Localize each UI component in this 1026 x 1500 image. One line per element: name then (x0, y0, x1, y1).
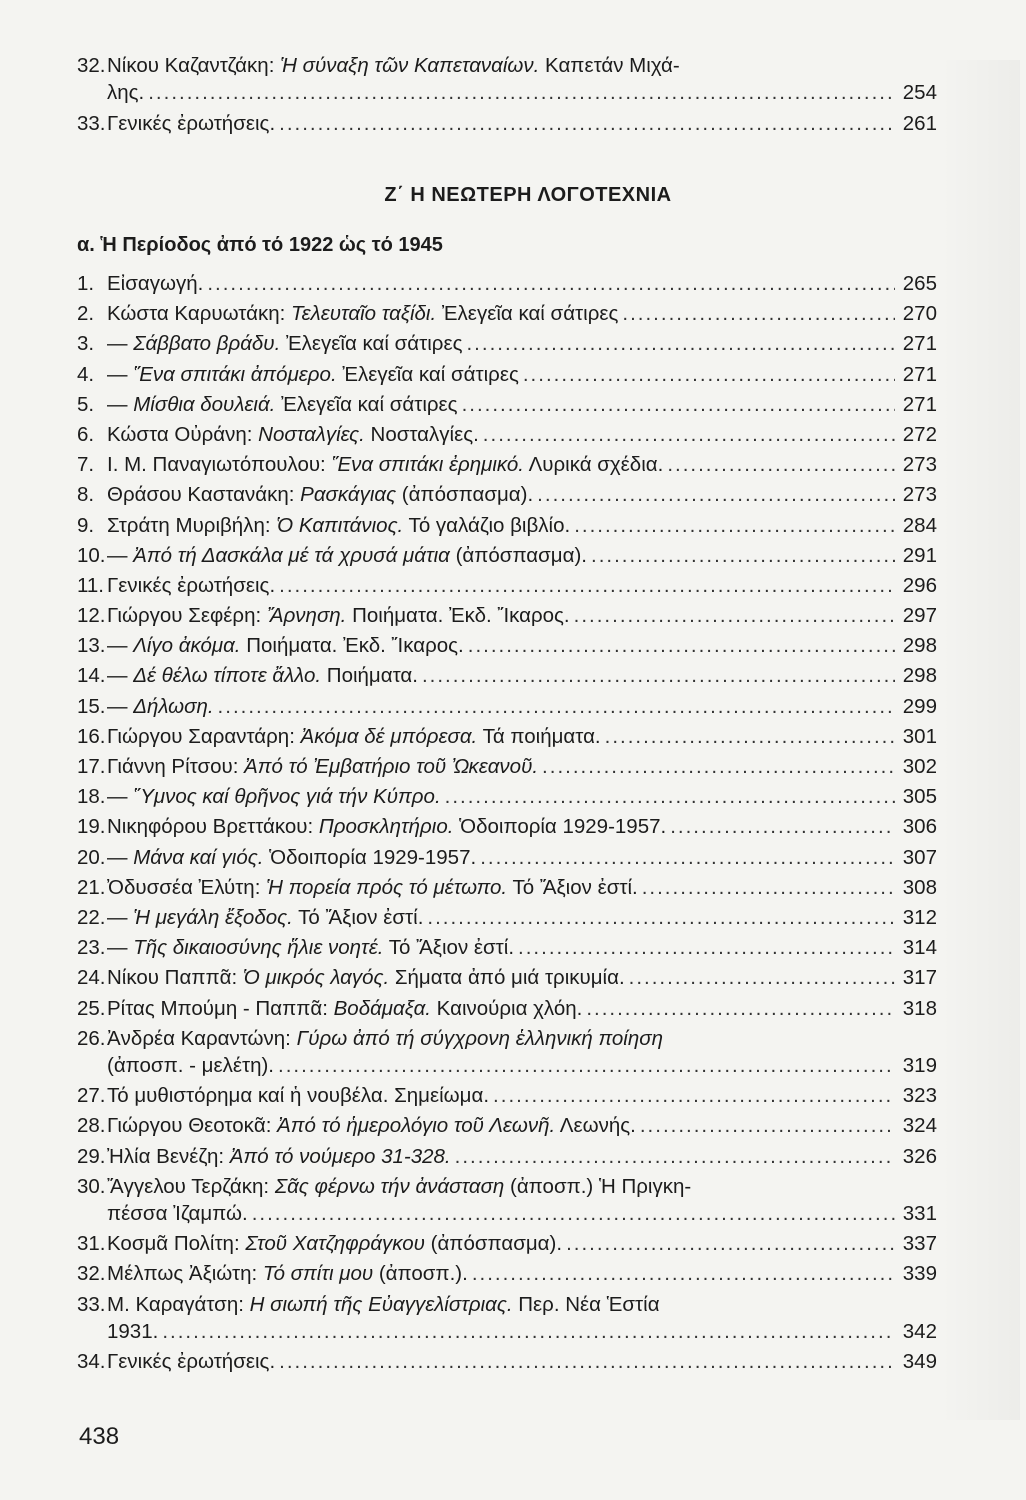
dot-leader (422, 662, 895, 689)
entry-page: 291 (902, 543, 937, 567)
entry-number: 31. (77, 1232, 106, 1256)
entry-source: Τό γαλάζιο βιβλίο. (403, 513, 571, 537)
toc-entry (77, 1082, 937, 1112)
toc-entry (77, 904, 937, 934)
entry-source: Ἐλεγεῖα καί σάτιρες (436, 302, 619, 326)
entry-title: Δήλωση. (133, 694, 214, 718)
page-edge-shadow (940, 60, 1020, 1420)
entry-author: Ἠλία Βενέζη: (107, 1144, 230, 1168)
entry-page: 324 (902, 1114, 937, 1138)
dot-leader (148, 79, 895, 106)
entry-title: Ἀπό τή Δασκάλα μέ τά χρυσά μάτια (133, 543, 450, 567)
entry-author: Νίκου Παππᾶ: (107, 966, 243, 990)
entry-page: 296 (902, 573, 937, 597)
entry-number: 10. (77, 543, 106, 567)
entry-number: 9. (77, 513, 95, 537)
page-number: 438 (79, 1423, 120, 1450)
entry-source: Σήματα ἀπό μιά τρικυμία. (389, 966, 625, 990)
toc-entry (77, 481, 937, 511)
dot-leader (218, 693, 895, 720)
entry-title: Ἀπό τό Ἐμβατήριο τοῦ Ὠκεανοῦ. (244, 755, 539, 778)
entry-author: Στράτη Μυριβήλη: (107, 513, 277, 537)
entry-page: 272 (902, 422, 937, 446)
entry-page: 270 (902, 302, 937, 326)
toc-entry (77, 270, 937, 300)
entry-page: 254 (902, 81, 937, 104)
entry-number: 24. (77, 966, 106, 990)
entry-page: 326 (902, 1144, 937, 1168)
entry-page: 271 (902, 362, 937, 386)
entry-page: 273 (902, 483, 937, 507)
toc-entry (77, 783, 937, 813)
entry-page: 312 (902, 905, 937, 929)
toc-entry (77, 632, 937, 662)
entry-number: 13. (77, 634, 106, 658)
entry-author: Νίκου Καζαντζάκη: (107, 54, 281, 77)
entry-page: 342 (902, 1319, 937, 1343)
entry-author: Κώστα Καρυωτάκη: (107, 302, 291, 326)
entry-page: 307 (902, 845, 937, 869)
dot-leader (622, 300, 895, 327)
dot-leader (279, 110, 895, 137)
entry-number: 3. (77, 332, 95, 356)
entry-number: 28. (77, 1114, 106, 1138)
entry-title: Ἡ σύναξη τῶν Καπεταναίων. (280, 54, 540, 77)
entry-page: 317 (902, 966, 937, 990)
entry-page: 308 (902, 875, 937, 899)
dot-leader (207, 270, 895, 297)
entry-continuation: 1931. (107, 1319, 159, 1343)
toc-entry (77, 52, 937, 110)
entry-title: Δέ θέλω τίποτε ἄλλο. (133, 664, 322, 688)
toc-entry (77, 1112, 937, 1142)
dot-leader (542, 753, 895, 780)
toc-entry (77, 300, 937, 330)
entry-author: — (107, 634, 134, 658)
entry-author: — (107, 694, 134, 718)
entry-author: Ι. Μ. Παναγιωτόπουλου: (107, 453, 332, 477)
entry-page: 339 (902, 1262, 937, 1286)
dot-leader (629, 964, 895, 991)
entry-number: 16. (77, 724, 106, 748)
entry-author: Μέλπως Ἀξιώτη: (107, 1262, 263, 1286)
dot-leader (523, 361, 895, 388)
entry-number: 19. (77, 815, 106, 839)
dot-leader (445, 783, 895, 810)
entry-title: Ὕμνος καί θρῆνος γιά τήν Κύπρο. (133, 785, 441, 809)
dot-leader (252, 1200, 895, 1227)
entry-author: Ἀνδρέα Καραντώνη: (107, 1026, 297, 1050)
entry-page: 297 (902, 604, 937, 628)
entry-number: 34. (77, 1350, 106, 1374)
entry-page: 284 (902, 513, 937, 537)
toc-entry (77, 1291, 937, 1349)
entry-author: — (107, 845, 134, 869)
entry-author: — (107, 664, 134, 688)
entry-number: 15. (77, 694, 106, 718)
entry-source: Ἐλεγεῖα καί σάτιρες (275, 392, 458, 416)
entry-title: Ἀπό τό νούμερο 31-328. (229, 1144, 451, 1168)
entry-source: (ἀποσπ.) Ἡ Πριγκη- (504, 1174, 692, 1198)
entry-page: 305 (902, 785, 937, 809)
entry-page: 271 (902, 392, 937, 416)
dot-leader (605, 723, 895, 750)
dot-leader (493, 1082, 895, 1109)
entry-page: 318 (902, 996, 937, 1020)
entry-title: Προσκλητήριο. (318, 815, 454, 839)
entry-author: — (107, 785, 134, 809)
entry-author: Νικηφόρου Βρεττάκου: (107, 815, 319, 839)
dot-leader (455, 1143, 895, 1170)
dot-leader (642, 874, 895, 901)
toc-entry (77, 1230, 937, 1260)
entry-title: Βοδάμαξα. (333, 996, 431, 1020)
entry-title: Η σιωπή τῆς Εὐαγγελίστριας. (249, 1292, 513, 1316)
entry-continuation: λης. (107, 81, 145, 104)
entry-title: Τῆς δικαιοσύνης ἥλιε νοητέ. (133, 936, 384, 960)
entry-number: 33. (77, 1292, 106, 1316)
entry-title: Ἡ πορεία πρός τό μέτωπο. (266, 875, 508, 899)
dot-leader (640, 1112, 895, 1139)
entry-source: Περ. Νέα Ἑστία (512, 1292, 660, 1316)
entry-number: 4. (77, 362, 95, 386)
entry-page: 323 (902, 1084, 937, 1108)
entry-page: 337 (902, 1232, 937, 1256)
dot-leader (279, 572, 895, 599)
entry-number: 30. (77, 1174, 106, 1198)
toc-entry (77, 995, 937, 1025)
dot-leader (466, 330, 895, 357)
entry-author: Γιώργου Σεφέρη: (107, 604, 267, 628)
toc-entry (77, 1173, 937, 1231)
entry-source: Ἐλεγεῖα καί σάτιρες (336, 362, 519, 386)
entry-author: Γενικές ἐρωτήσεις. (107, 573, 276, 597)
dot-leader (483, 421, 895, 448)
dot-leader (278, 1052, 895, 1079)
entry-page: 314 (902, 936, 937, 960)
entry-page: 349 (902, 1350, 937, 1374)
toc-entry (77, 361, 937, 391)
dot-leader (518, 934, 895, 961)
entry-author: — (107, 332, 134, 356)
entry-author: Γιώργου Θεοτοκᾶ: (107, 1114, 278, 1138)
entry-title: Μίσθια δουλειά. (133, 392, 276, 416)
toc-entry (77, 693, 937, 723)
entry-number: 22. (77, 905, 106, 929)
entry-page: 265 (902, 272, 937, 295)
toc-entry (77, 451, 937, 481)
toc-entry (77, 813, 937, 843)
entry-title: Ρασκάγιας (300, 483, 397, 507)
toc-entry (77, 542, 937, 572)
entry-number: 7. (77, 453, 95, 477)
toc-entry (77, 723, 937, 753)
entry-number: 8. (77, 483, 95, 507)
toc-entry (77, 1260, 937, 1290)
entry-author: Μ. Καραγάτση: (107, 1292, 250, 1316)
toc-entry (77, 844, 937, 874)
entry-title: Ἄρνηση. (266, 604, 347, 628)
entry-title: Μάνα καί γιός. (133, 845, 264, 869)
entry-source: Νοσταλγίες. (364, 422, 479, 446)
entry-title: Λίγο ἀκόμα. (133, 634, 241, 658)
entry-page: 271 (902, 332, 937, 356)
entry-author: — (107, 392, 134, 416)
entry-number: 11. (77, 573, 104, 597)
entry-title: Νοσταλγίες. (258, 422, 365, 446)
entry-page: 298 (902, 634, 937, 658)
entry-source: (ἀπόσπασμα). (396, 483, 534, 507)
toc-entry (77, 512, 937, 542)
toc-entry (77, 1025, 937, 1083)
entry-title: Ὁ μικρός λαγός. (242, 966, 390, 990)
entry-title: Ἕνα σπιτάκι ἀπόμερο. (133, 362, 337, 386)
dot-leader (468, 632, 895, 659)
entry-number: 26. (77, 1026, 106, 1050)
toc-entry (77, 391, 937, 421)
entry-author: — (107, 905, 134, 929)
entry-number: 5. (77, 392, 95, 416)
entry-source: Ποιήματα. Ἐκδ. Ἴκαρος. (240, 634, 464, 658)
entry-source: Λεωνής. (555, 1114, 636, 1138)
entry-number: 29. (77, 1144, 106, 1168)
entry-author: Γενικές ἐρωτήσεις. (107, 1350, 276, 1374)
entry-number: 14. (77, 664, 106, 688)
dot-leader (670, 813, 895, 840)
entry-source: Τό Ἄξιον ἐστί. (383, 936, 515, 960)
entry-author: Εἰσαγωγή. (107, 272, 204, 295)
entry-author: Ρίτας Μπούμη - Παππᾶ: (107, 996, 334, 1020)
entry-number: 18. (77, 785, 106, 809)
entry-source: Καπετάν Μιχά- (539, 54, 680, 77)
entry-source: Καινούρια χλόη. (430, 996, 583, 1020)
entry-number: 25. (77, 996, 106, 1020)
dot-leader (574, 512, 895, 539)
entry-source: (ἀπόσπασμα). (424, 1232, 563, 1256)
entry-author: Γιώργου Σαραντάρη: (107, 724, 301, 748)
entry-author: Ὀδυσσέα Ἐλύτη: (107, 875, 267, 899)
entry-source: Ποιήματα. Ἐκδ. Ἴκαρος. (346, 604, 570, 628)
dot-leader (472, 1260, 895, 1287)
entry-source: Ποιήματα. (321, 664, 418, 688)
toc-main-list (77, 270, 937, 1378)
toc-top-list (77, 52, 937, 140)
entry-page: 302 (902, 755, 937, 778)
entry-page: 299 (902, 694, 937, 718)
toc-entry (77, 572, 937, 602)
entry-page: 273 (902, 453, 937, 477)
entry-title: Ἀπό τό ἡμερολόγιο τοῦ Λεωνῆ. (277, 1114, 556, 1138)
entry-author: Τό μυθιστόρημα καί ἡ νουβέλα. Σημείωμα. (107, 1084, 490, 1108)
entry-number: 21. (77, 875, 106, 899)
entry-source: Τά ποιήματα. (477, 724, 601, 748)
entry-source: Τό Ἄξιον ἐστί. (507, 875, 638, 899)
entry-number: 32. (77, 1262, 106, 1286)
entry-continuation: πέσσα Ἰζαμπώ. (107, 1201, 248, 1225)
entry-author: Κοσμᾶ Πολίτη: (107, 1232, 246, 1256)
entry-title: Στοῦ Χατζηφράγκου (245, 1232, 425, 1256)
entry-title: Γύρω ἀπό τή σύγχρονη ἑλληνική ποίηση (296, 1026, 663, 1050)
entry-source: (ἀπόσπασμα). (449, 543, 587, 567)
entry-author: Θράσου Καστανάκη: (107, 483, 301, 507)
toc-entry (77, 110, 937, 140)
entry-page: 319 (902, 1053, 937, 1077)
toc-entry (77, 662, 937, 692)
entry-number: 12. (77, 604, 106, 628)
entry-author: Ἄγγελου Τερζάκη: (107, 1174, 275, 1198)
toc-entry (77, 602, 937, 632)
entry-source: Ἐλεγεῖα καί σάτιρες (280, 332, 463, 356)
entry-page: 331 (902, 1201, 937, 1225)
entry-number: 1. (77, 272, 95, 295)
toc-entry (77, 874, 937, 904)
dot-leader (574, 602, 895, 629)
entry-author: Γιάννη Ρίτσου: (107, 755, 245, 778)
toc-entry (77, 330, 937, 360)
entry-page: 298 (902, 664, 937, 688)
dot-leader (591, 542, 895, 569)
entry-number: 17. (77, 755, 106, 778)
dot-leader (566, 1230, 895, 1257)
entry-page: 301 (902, 724, 937, 748)
entry-author: Κώστα Οὐράνη: (107, 422, 259, 446)
dot-leader (462, 391, 895, 418)
dot-leader (667, 451, 895, 478)
entry-number: 27. (77, 1084, 106, 1108)
dot-leader (586, 995, 895, 1022)
entry-source: Ὁδοιπορία 1929-1957. (453, 815, 667, 839)
entry-source: Τό Ἄξιον ἐστί. (292, 905, 424, 929)
dot-leader (279, 1348, 895, 1375)
entry-number: 20. (77, 845, 106, 869)
subsection-title: α. Ἡ Περίοδος ἀπό τό 1922 ὡς τό 1945 (77, 234, 443, 256)
entry-title: Ἀκόμα δέ μπόρεσα. (300, 724, 478, 748)
entry-author: — (107, 936, 134, 960)
toc-entry (77, 753, 937, 783)
dot-leader (162, 1318, 895, 1345)
entry-title: Ἕνα σπιτάκι ἐρημικό. (331, 453, 525, 477)
toc-entry (77, 1348, 937, 1378)
entry-page: 261 (902, 111, 937, 135)
toc-entry (77, 964, 937, 994)
entry-number: 23. (77, 936, 106, 960)
dot-leader (480, 844, 895, 871)
entry-author: — (107, 362, 134, 386)
entry-title: Ὁ Καπιτάνιος. (276, 513, 404, 537)
entry-page: 306 (902, 815, 937, 839)
entry-number: 2. (77, 302, 95, 326)
entry-title: Σάββατο βράδυ. (133, 332, 281, 356)
entry-continuation: (ἀποσπ. - μελέτη). (107, 1053, 275, 1077)
entry-title: Τό σπίτι μου (262, 1262, 374, 1286)
entry-number: 32. (77, 54, 106, 77)
entry-source: Ὁδοιπορία 1929-1957. (263, 845, 477, 869)
entry-author: — (107, 543, 134, 567)
dot-leader (537, 481, 895, 508)
toc-entry (77, 1143, 937, 1173)
section-title: Ζ΄ Η ΝΕΩΤΕΡΗ ΛΟΓΟΤΕΧΝΙΑ (384, 184, 672, 206)
toc-entry (77, 934, 937, 964)
dot-leader (427, 904, 895, 931)
entry-author: Γενικές ἐρωτήσεις. (107, 111, 276, 135)
entry-number: 33. (77, 111, 106, 135)
entry-source: Λυρικά σχέδια. (524, 453, 664, 477)
entry-number: 6. (77, 422, 95, 446)
entry-title: Ἡ μεγάλη ἔξοδος. (133, 905, 293, 929)
entry-title: Τελευταῖο ταξίδι. (291, 302, 437, 326)
toc-entry (77, 421, 937, 451)
entry-title: Σᾶς φέρνω τήν ἀνάσταση (274, 1174, 505, 1198)
entry-source: (ἀποσπ.). (373, 1262, 468, 1286)
